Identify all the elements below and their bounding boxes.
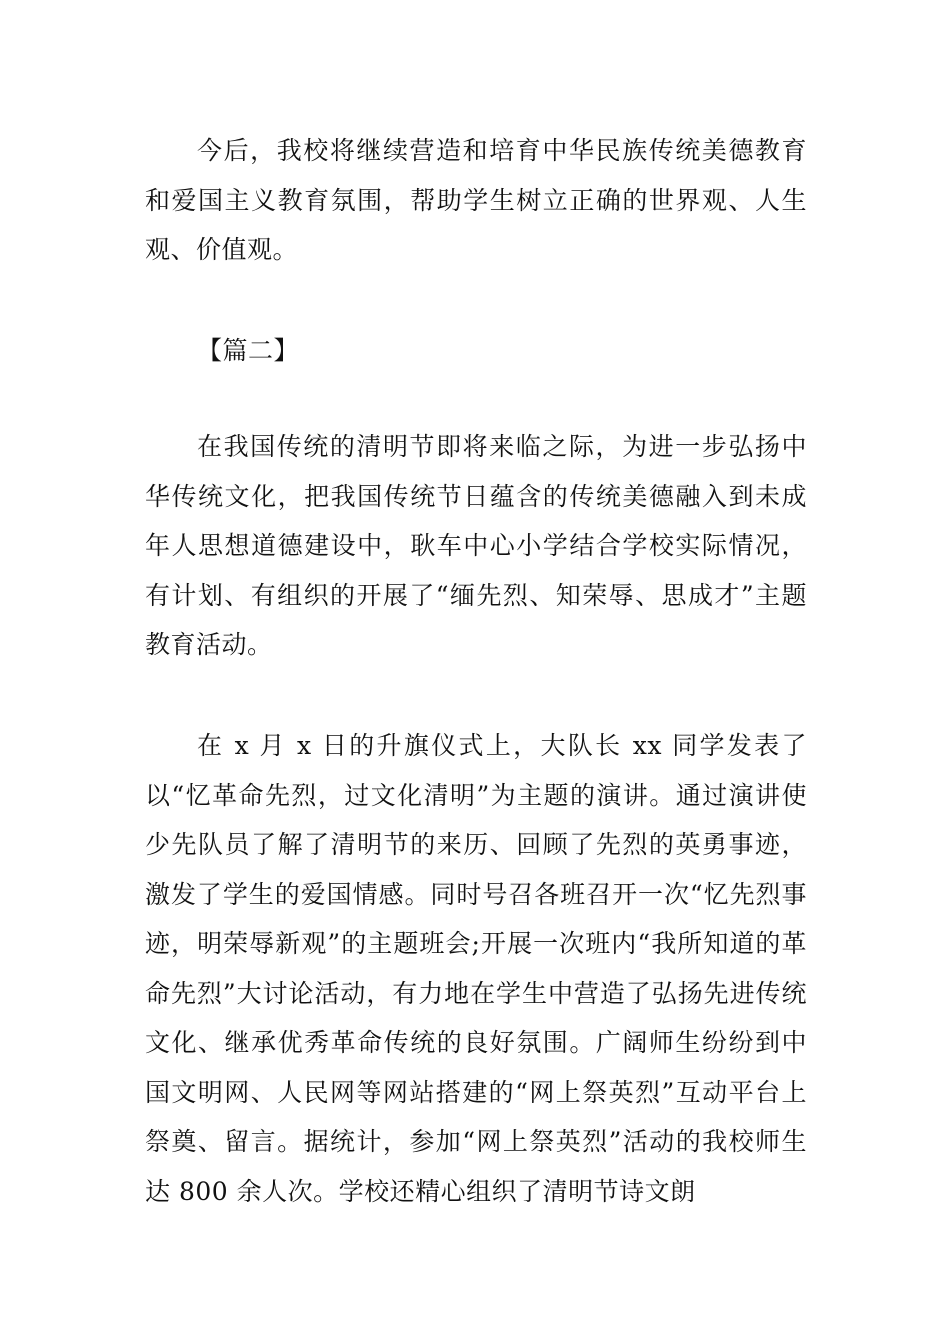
paragraph-intro: 在我国传统的清明节即将来临之际，为进一步弘扬中华传统文化，把我国传统节日蕴含的传统美德融入到未成年人思想道德建设中，耿车中心小学结合学校实际情况，有计划、有组织的开展了“缅先烈、知荣辱、思成才”主题教育活动。 [145, 432, 807, 659]
paragraph-activities: 在 x 月 x 日的升旗仪式上，大队长 xx 同学发表了以“忆革命先烈，过文化清明”为主题的演讲。通过演讲使少先队员了解了清明节的来历、回顾了先烈的英勇事迹，激发了学生的爱国情感。同时号召各班召开一次“忆先烈事迹，明荣辱新观”的主题班会;开展一次班内“我所知道的革命先烈”大讨论活动，有力地在学生中营造了弘扬先进传统文化、继承优秀革命传统的良好氛围。广阔师生纷纷到中国文明网、人民网等网站搭建的“网上祭英烈”互动平台上祭奠、留言。据统计，参加“网上祭英烈”活动的我校师生达 800 余人次。学校还精心组织了清明节诗文朗 [145, 731, 807, 1206]
section-heading: 【篇二】 [197, 336, 300, 365]
paragraph-closing: 今后，我校将继续营造和培育中华民族传统美德教育和爱国主义教育氛围，帮助学生树立正确的世界观、人生观、价值观。 [145, 136, 807, 264]
